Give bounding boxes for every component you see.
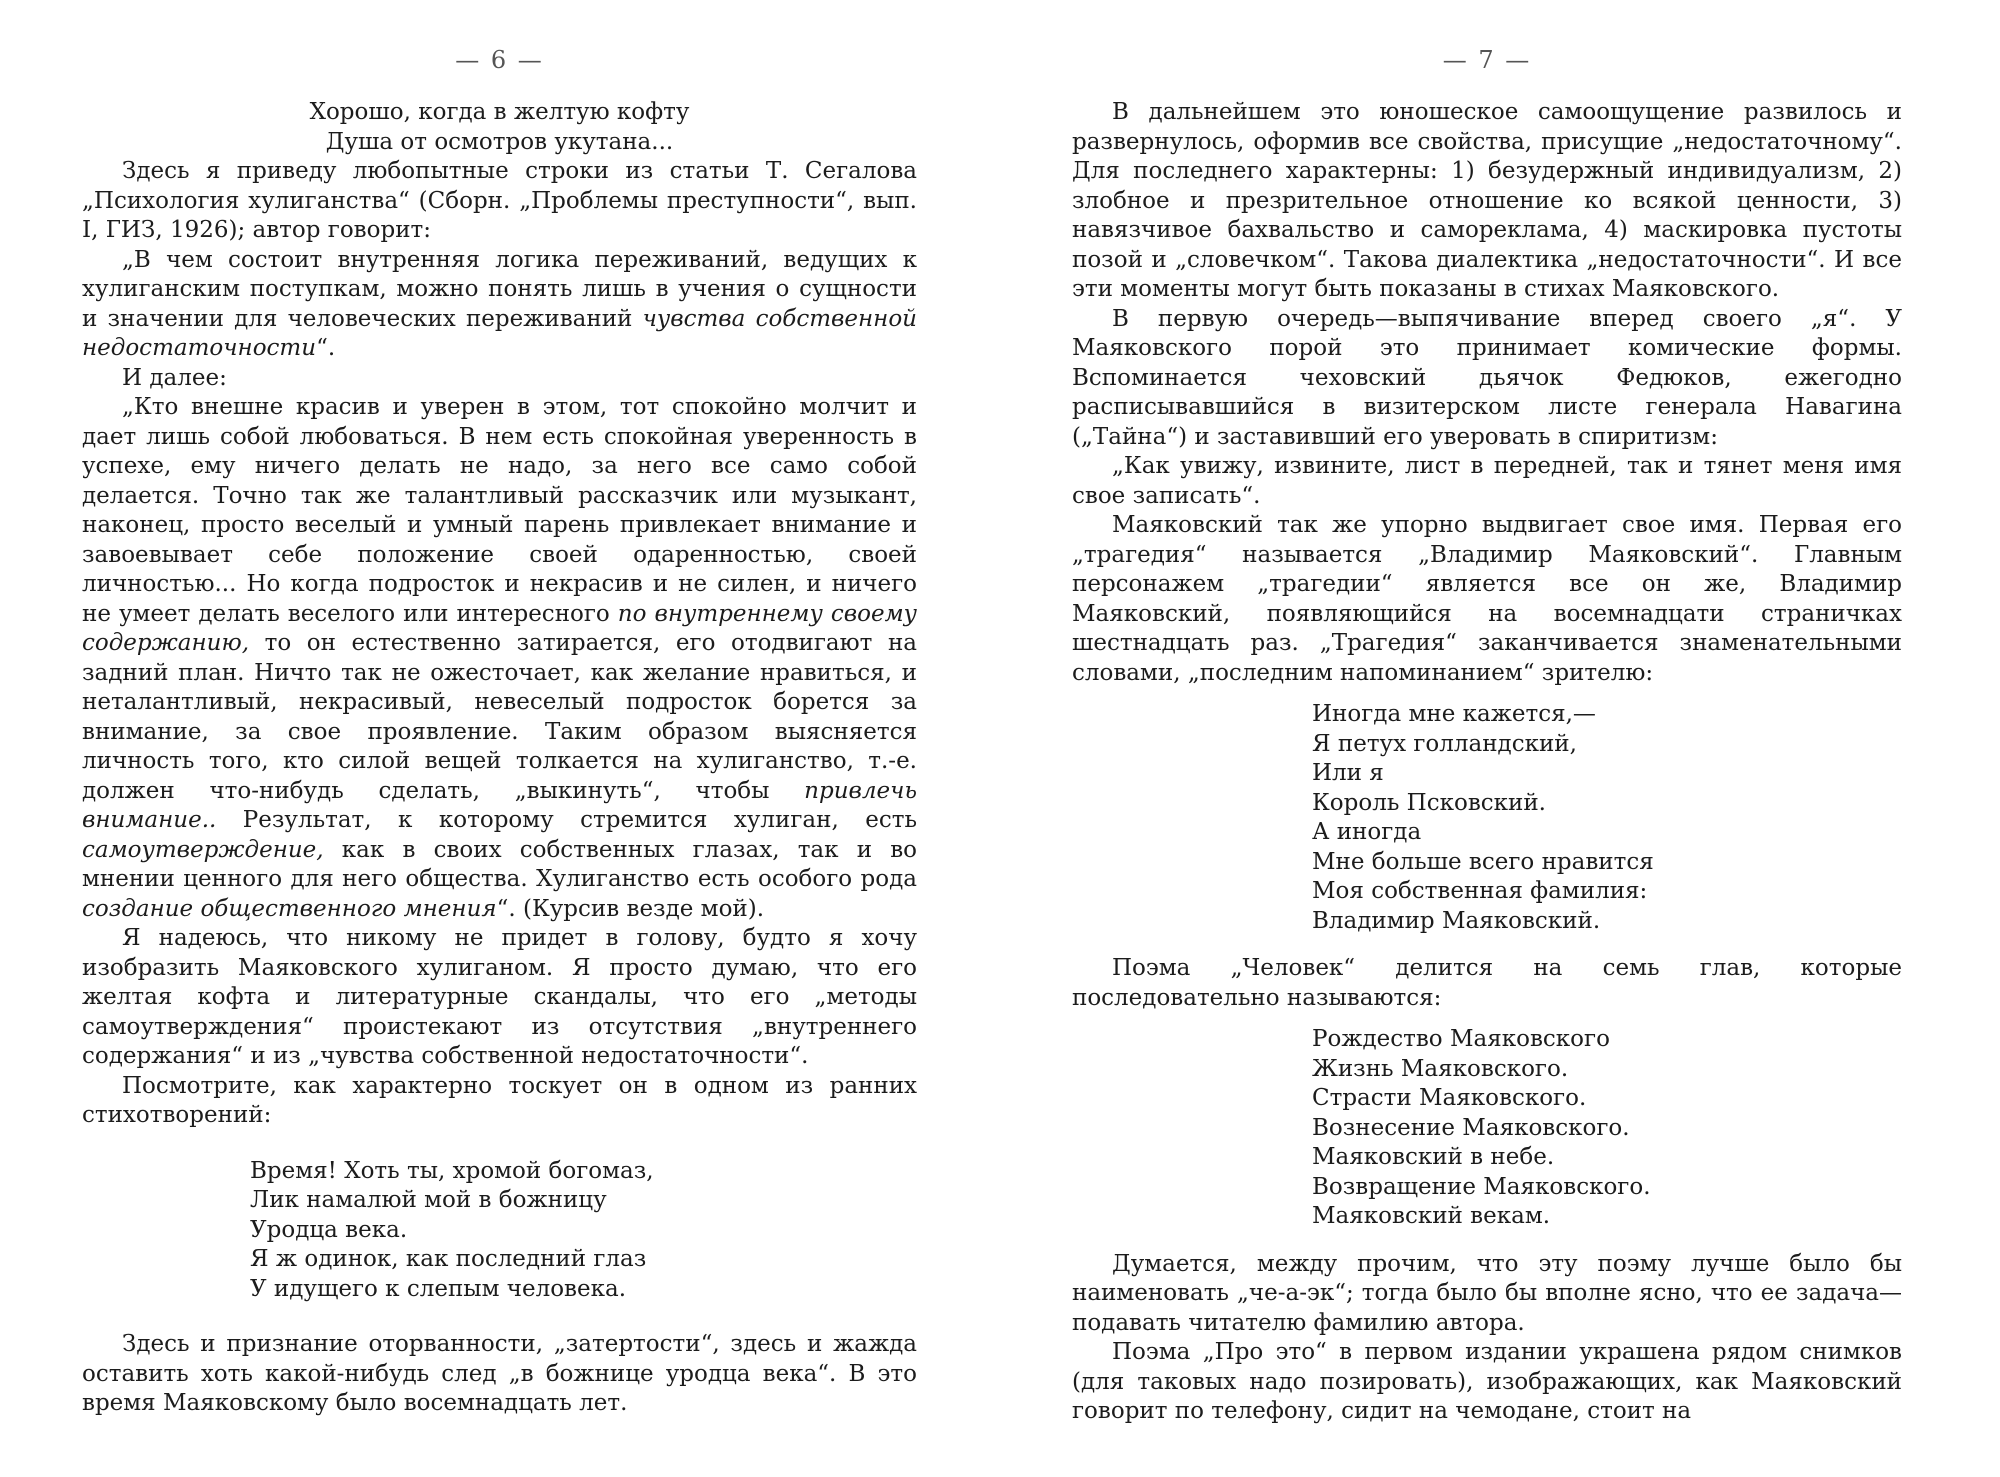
verse-line: Я петух голландский, xyxy=(1312,730,1577,757)
paragraph: Здесь и признание оторванности, „затертости“, здесь и жажда оставить хоть какой-нибудь след „в божнице уродца века“. В это время Маяковскому было восемнадцать лет. xyxy=(82,1331,917,1416)
verse-line: Лик намалюй мой в божницу xyxy=(250,1187,607,1213)
italic-emphasis: привлечь внимание.. xyxy=(82,777,917,833)
verse-line: У идущего к слепым человека. xyxy=(250,1275,627,1302)
right-page-text xyxy=(1072,98,1902,1427)
italic-emphasis: создание общественного мнения xyxy=(82,895,497,922)
paragraph: Посмотрите, как характерно тоскует он в одном из ранних стихотворений: xyxy=(82,1072,917,1128)
paragraph: Поэма „Человек“ делится на семь глав, которые последовательно называются: xyxy=(1072,955,1902,1011)
verse-line: Моя собственная фамилия: xyxy=(1312,878,1648,904)
verse-line: Вознесение Маяковского. xyxy=(1312,1114,1630,1141)
quote-paragraph: „В чем состоит внутренняя логика переживаний, ведущих к хулиганским поступкам, можно понять лишь в учения о сущности и значении для человеческих переживаний чувства собственной недостаточности“. xyxy=(82,246,917,361)
verse-line: Время! Хоть ты, хромой богомаз, xyxy=(250,1157,654,1184)
verse-line: Я ж одинок, как последний глаз xyxy=(250,1246,647,1272)
quote-paragraph: „Как увижу, извините, лист в передней, так и тянет меня имя свое записать“. xyxy=(1072,453,1902,509)
paragraph: В первую очередь—выпячивание вперед своего „я“. У Маяковского порой это принимает комические формы. Вспоминается чеховский дьячок Федюков, ежегодно расписывавшийся в визитерском листе генерала Навагина („Тайна“) и заставивший его уверовать в спиритизм: xyxy=(1072,305,1902,450)
verse-line: Иногда мне кажется,— xyxy=(1312,701,1596,727)
left-page-text xyxy=(82,98,917,1419)
verse-line: Уродца века. xyxy=(250,1216,408,1243)
right-page xyxy=(1072,0,1902,1477)
verse-line: А иногда xyxy=(1312,819,1422,845)
quote-paragraph: „Кто внешне красив и уверен в этом, тот спокойно молчит и дает лишь собой любоваться. В нем есть спокойная уверенность в успехе, ему ничего делать не надо, за него все само собой делается. Точно так же талантливый рассказчик или музыкант, наконец, просто веселый и умный парень привлекает внимание и завоевывает себе положение своей одаренностью, своей личностью... Но когда подросток и некрасив и не силен, и ничего не умеет делать веселого или интересного по внутреннему своему содержанию, то он естественно затирается, его отодвигают на задний план. Ничто так не ожесточает, как желание нравиться, и неталантливый, некрасивый, невеселый подросток борется за внимание, за свое проявление. Таким образом выясняется личность того, кто силой вещей толкается на хулиганство, т.-е. должен что-нибудь сделать, „выкинуть“, чтобы привлечь внимание.. Результат, к которому стремится хулиган, есть самоутверждение, как в своих собственных глазах, так и во мнении ценного для него общества. Хулиганство есть особого рода создание общественного мнения“. (Курсив везде мой). xyxy=(82,394,917,922)
page-number-header: — 6 — xyxy=(455,46,544,74)
verse-line: Маяковский в небе. xyxy=(1312,1144,1555,1170)
verse-line: Жизнь Маяковского. xyxy=(1312,1055,1569,1082)
verse-line: Или я xyxy=(1312,760,1384,786)
poem xyxy=(82,1157,917,1305)
epigraph xyxy=(82,98,917,157)
verse-line: Мне больше всего нравится xyxy=(1312,848,1654,875)
verse-line: Рождество Маяковского xyxy=(1312,1026,1610,1052)
paragraph: Поэма „Про это“ в первом издании украшена рядом снимков (для таковых надо позировать), изображающих, как Маяковский говорит по телефону, сидит на чемодане, стоит на xyxy=(1072,1339,1902,1424)
paragraph: Я надеюсь, что никому не придет в голову, будто я хочу изобразить Маяковского хулиганом. Я просто думаю, что его желтая кофта и литературные скандалы, что его „методы самоутверждения“ проистекают из отсутствия „внутреннего содержания“ и из „чувства собственной недостаточности“. xyxy=(82,925,917,1069)
italic-emphasis: по внутреннему своему содержанию, xyxy=(82,600,917,656)
verse-line: Страсти Маяковского. xyxy=(1312,1085,1587,1111)
page-number-header: — 7 — xyxy=(1442,46,1532,74)
verse-line: Маяковский векам. xyxy=(1312,1203,1551,1229)
verse-line: Душа от осмотров укутана... xyxy=(325,128,674,155)
italic-emphasis: чувства собственной недостаточности xyxy=(82,305,917,361)
verse-line: Возвращение Маяковского. xyxy=(1312,1173,1651,1200)
paragraph: В дальнейшем это юношеское самоощущение развилось и развернулось, оформив все свойства, присущие „недостаточному“. Для последнего характерны: 1) безудержный индивидуализм, 2) злобное и презрительное отношение ко всякой ценности, 3) навязчивое бахвальство и самореклама, 4) маскировка пустоты позой и „словечком“. Такова диалектика „недостаточности“. И все эти моменты могут быть показаны в стихах Маяковского. xyxy=(1072,99,1902,302)
chapter-list xyxy=(1072,1025,1902,1232)
left-page xyxy=(82,0,917,1477)
verse-line: Хорошо, когда в желтую кофту xyxy=(309,99,690,125)
italic-emphasis: самоутверждение, xyxy=(82,836,324,863)
paragraph: Думается, между прочим, что эту поэму лучше было бы наименовать „че-а-эк“; тогда было бы вполне ясно, что ее задача—подавать читателю фамилию автора. xyxy=(1072,1250,1902,1336)
paragraph: Здесь я приведу любопытные строки из статьи Т. Сегалова „Психология хулиганства“ (Сборн. „Проблемы преступности“, вып. I, ГИЗ, 1926); автор говорит: xyxy=(82,158,917,243)
paragraph: Маяковский так же упорно выдвигает свое имя. Первая его „трагедия“ называется „Владимир Маяковский“. Главным персонажем „трагедии“ является все он же, Владимир Маяковский, появляющийся на восемнадцати страничках шестнадцать раз. „Трагедия“ заканчивается знаменательными словами, „последним напоминанием“ зрителю: xyxy=(1072,512,1902,686)
verse-line: Владимир Маяковский. xyxy=(1312,907,1601,934)
paragraph: И далее: xyxy=(122,364,227,391)
verse-line: Король Псковский. xyxy=(1312,789,1546,816)
poem xyxy=(1072,700,1902,936)
